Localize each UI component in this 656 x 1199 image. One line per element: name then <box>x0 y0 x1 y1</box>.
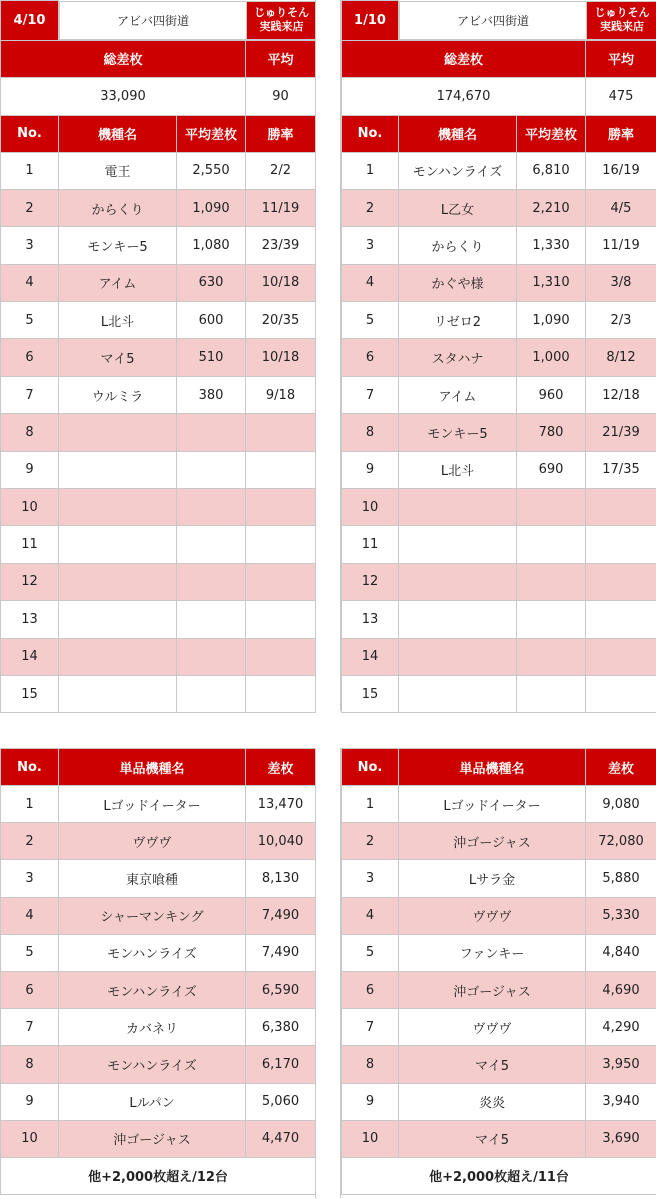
cell-model: モンキー5 <box>59 227 177 264</box>
cell-avg <box>177 601 246 638</box>
cell-avg <box>517 489 586 526</box>
left-date: 4/10 <box>1 1 59 41</box>
cell-model <box>59 675 177 712</box>
table-row <box>1 971 316 1008</box>
table-row <box>342 451 656 488</box>
left-footer: 他+2,000枚超え/12台 <box>1 1157 316 1194</box>
cell-model: スタハナ <box>399 339 517 376</box>
table-row <box>342 489 656 526</box>
cell-no: 15 <box>342 675 399 712</box>
cell-diff: 72,080 <box>586 823 656 860</box>
cell-no: 13 <box>342 601 399 638</box>
cell-model: 炎炎 <box>399 1083 586 1120</box>
cell-rate <box>586 675 656 712</box>
cell-model <box>59 601 177 638</box>
table-row <box>1 897 316 934</box>
cell-model: ヴヴヴ <box>59 823 246 860</box>
cell-rate <box>246 526 316 563</box>
table-row <box>1 339 316 376</box>
cell-no: 11 <box>1 526 59 563</box>
table-row <box>1 376 316 413</box>
table-row <box>342 376 656 413</box>
table-row <box>1 1120 316 1157</box>
cell-no: 8 <box>1 1046 59 1083</box>
cell-no: 10 <box>1 489 59 526</box>
left-single-header-diff: 差枚 <box>246 749 316 786</box>
cell-model <box>59 526 177 563</box>
cell-model: L北斗 <box>399 451 517 488</box>
left-store-name: アビバ四街道 <box>60 1 247 39</box>
center-divider-bottom <box>315 748 341 1198</box>
cell-model: 沖ゴージャス <box>399 823 586 860</box>
table-row <box>1 526 316 563</box>
cell-no: 2 <box>342 189 399 226</box>
cell-model: アイム <box>399 376 517 413</box>
cell-no: 9 <box>1 1083 59 1120</box>
left-header-no: No. <box>1 115 59 152</box>
table-row <box>1 489 316 526</box>
right-header-rate: 勝率 <box>586 115 656 152</box>
cell-diff: 3,940 <box>586 1083 656 1120</box>
cell-avg: 380 <box>177 376 246 413</box>
table-row <box>1 189 316 226</box>
table-row <box>1 414 316 451</box>
cell-no: 9 <box>342 1083 399 1120</box>
cell-rate <box>246 563 316 600</box>
cell-model <box>59 563 177 600</box>
cell-model: 沖ゴージャス <box>399 971 586 1008</box>
cell-diff: 7,490 <box>246 897 316 934</box>
cell-no: 4 <box>1 264 59 301</box>
cell-avg: 1,090 <box>177 189 246 226</box>
cell-rate: 12/18 <box>586 376 656 413</box>
cell-diff: 4,290 <box>586 1009 656 1046</box>
cell-avg <box>177 451 246 488</box>
cell-model: マイ5 <box>399 1046 586 1083</box>
cell-diff: 4,840 <box>586 934 656 971</box>
left-header-model: 機種名 <box>59 115 177 152</box>
cell-no: 3 <box>1 860 59 897</box>
table-row <box>1 1009 316 1046</box>
cell-no: 4 <box>342 264 399 301</box>
table-row <box>342 152 656 189</box>
left-visit-tag <box>247 1 316 39</box>
cell-avg <box>177 638 246 675</box>
table-row <box>342 264 656 301</box>
left-singles-table <box>0 748 316 1195</box>
table-row <box>1 860 316 897</box>
cell-avg: 600 <box>177 302 246 339</box>
table-row <box>1 563 316 600</box>
cell-diff: 9,080 <box>586 786 656 823</box>
cell-avg: 630 <box>177 264 246 301</box>
table-row <box>342 675 656 712</box>
cell-no: 8 <box>1 414 59 451</box>
right-total-label: 総差枚 <box>342 40 586 77</box>
cell-rate: 21/39 <box>586 414 656 451</box>
cell-rate: 11/19 <box>586 227 656 264</box>
cell-rate: 10/18 <box>246 339 316 376</box>
right-visit-tag <box>587 1 656 39</box>
cell-rate: 8/12 <box>586 339 656 376</box>
cell-avg: 690 <box>517 451 586 488</box>
cell-rate: 2/2 <box>246 152 316 189</box>
cell-diff: 6,590 <box>246 971 316 1008</box>
right-tag-line2: 実践来店 <box>600 20 644 33</box>
cell-no: 6 <box>342 971 399 1008</box>
table-row <box>342 897 656 934</box>
table-row <box>1 601 316 638</box>
cell-avg <box>517 675 586 712</box>
cell-no: 2 <box>1 189 59 226</box>
cell-no: 6 <box>1 339 59 376</box>
cell-model: マイ5 <box>399 1120 586 1157</box>
cell-model: ウルミラ <box>59 376 177 413</box>
cell-diff: 6,170 <box>246 1046 316 1083</box>
right-total-value: 174,670 <box>342 77 586 115</box>
cell-avg: 510 <box>177 339 246 376</box>
cell-avg: 1,310 <box>517 264 586 301</box>
cell-no: 3 <box>342 227 399 264</box>
right-single-header-no: No. <box>342 749 399 786</box>
table-row <box>1 675 316 712</box>
table-row <box>342 823 656 860</box>
cell-diff: 4,470 <box>246 1120 316 1157</box>
right-tag-line1: じゅりそん <box>594 6 650 19</box>
cell-no: 15 <box>1 675 59 712</box>
cell-model <box>59 414 177 451</box>
cell-no: 14 <box>342 638 399 675</box>
table-row <box>342 934 656 971</box>
cell-no: 4 <box>1 897 59 934</box>
cell-rate <box>586 526 656 563</box>
right-singles-panel <box>341 748 656 1195</box>
cell-rate: 2/3 <box>586 302 656 339</box>
cell-model: ファンキー <box>399 934 586 971</box>
right-single-header-diff: 差枚 <box>586 749 656 786</box>
left-tag-line2: 実践来店 <box>259 20 304 33</box>
cell-model: モンハンライズ <box>399 152 517 189</box>
table-row <box>342 601 656 638</box>
cell-avg <box>517 601 586 638</box>
cell-no: 5 <box>342 302 399 339</box>
cell-no: 9 <box>1 451 59 488</box>
cell-model: Lルパン <box>59 1083 246 1120</box>
cell-diff: 8,130 <box>246 860 316 897</box>
table-row <box>342 1083 656 1120</box>
cell-rate: 16/19 <box>586 152 656 189</box>
cell-no: 9 <box>342 451 399 488</box>
cell-model <box>399 638 517 675</box>
table-row <box>1 302 316 339</box>
cell-avg <box>517 526 586 563</box>
cell-avg: 2,550 <box>177 152 246 189</box>
left-total-label: 総差枚 <box>1 40 246 77</box>
cell-model: 東京喰種 <box>59 860 246 897</box>
table-row <box>342 302 656 339</box>
cell-diff: 13,470 <box>246 786 316 823</box>
cell-rate <box>246 601 316 638</box>
cell-rate <box>246 675 316 712</box>
right-summary-panel <box>341 0 656 713</box>
cell-model: ヴヴヴ <box>399 897 586 934</box>
cell-avg: 1,080 <box>177 227 246 264</box>
cell-model <box>399 563 517 600</box>
cell-rate: 23/39 <box>246 227 316 264</box>
cell-model <box>399 675 517 712</box>
table-row <box>1 823 316 860</box>
right-header-no: No. <box>342 115 399 152</box>
right-avg-value: 475 <box>586 77 656 115</box>
cell-rate: 9/18 <box>246 376 316 413</box>
right-date: 1/10 <box>342 1 399 41</box>
cell-model: Lゴッドイーター <box>399 786 586 823</box>
cell-diff: 3,690 <box>586 1120 656 1157</box>
cell-model: カバネリ <box>59 1009 246 1046</box>
table-row <box>342 339 656 376</box>
cell-diff: 7,490 <box>246 934 316 971</box>
cell-no: 14 <box>1 638 59 675</box>
cell-model: かぐや様 <box>399 264 517 301</box>
cell-diff: 4,690 <box>586 971 656 1008</box>
cell-rate: 17/35 <box>586 451 656 488</box>
cell-diff: 5,880 <box>586 860 656 897</box>
left-singles-panel <box>0 748 316 1195</box>
cell-no: 1 <box>342 786 399 823</box>
cell-model: Lサラ金 <box>399 860 586 897</box>
cell-model: モンキー5 <box>399 414 517 451</box>
cell-no: 12 <box>342 563 399 600</box>
right-store-name: アビバ四街道 <box>400 1 587 39</box>
right-header-model: 機種名 <box>399 115 517 152</box>
cell-no: 12 <box>1 563 59 600</box>
left-summary-panel <box>0 0 316 713</box>
cell-model <box>399 489 517 526</box>
table-row <box>342 1046 656 1083</box>
cell-model <box>399 526 517 563</box>
cell-rate: 11/19 <box>246 189 316 226</box>
cell-no: 10 <box>1 1120 59 1157</box>
table-row <box>342 1009 656 1046</box>
cell-rate: 4/5 <box>586 189 656 226</box>
table-row <box>342 563 656 600</box>
cell-no: 6 <box>342 339 399 376</box>
right-header-avg: 平均差枚 <box>517 115 586 152</box>
table-row <box>342 786 656 823</box>
cell-model: Lゴッドイーター <box>59 786 246 823</box>
right-summary-table <box>341 0 656 713</box>
cell-no: 7 <box>1 1009 59 1046</box>
left-header-rate: 勝率 <box>246 115 316 152</box>
cell-diff: 5,060 <box>246 1083 316 1120</box>
table-row <box>1 638 316 675</box>
cell-model: シャーマンキング <box>59 897 246 934</box>
cell-no: 3 <box>1 227 59 264</box>
cell-model <box>59 489 177 526</box>
cell-avg <box>517 563 586 600</box>
table-row <box>1 152 316 189</box>
cell-no: 10 <box>342 489 399 526</box>
cell-no: 5 <box>1 302 59 339</box>
cell-diff: 6,380 <box>246 1009 316 1046</box>
table-row <box>342 638 656 675</box>
cell-model: からくり <box>59 189 177 226</box>
cell-model: 電王 <box>59 152 177 189</box>
cell-avg: 6,810 <box>517 152 586 189</box>
cell-no: 2 <box>342 823 399 860</box>
table-row <box>1 786 316 823</box>
cell-rate <box>246 414 316 451</box>
cell-no: 5 <box>342 934 399 971</box>
left-single-header-model: 単品機種名 <box>59 749 246 786</box>
cell-no: 5 <box>1 934 59 971</box>
cell-model: マイ5 <box>59 339 177 376</box>
cell-model: L北斗 <box>59 302 177 339</box>
left-total-value: 33,090 <box>1 77 246 115</box>
cell-model <box>399 601 517 638</box>
cell-rate: 3/8 <box>586 264 656 301</box>
cell-avg: 1,090 <box>517 302 586 339</box>
cell-model: モンハンライズ <box>59 971 246 1008</box>
cell-rate <box>586 563 656 600</box>
cell-avg <box>517 638 586 675</box>
cell-no: 4 <box>342 897 399 934</box>
cell-avg: 1,330 <box>517 227 586 264</box>
center-divider-top <box>315 0 341 711</box>
cell-rate <box>586 638 656 675</box>
cell-no: 8 <box>342 1046 399 1083</box>
cell-avg <box>177 414 246 451</box>
cell-no: 3 <box>342 860 399 897</box>
cell-model: 沖ゴージャス <box>59 1120 246 1157</box>
cell-model <box>59 451 177 488</box>
table-row <box>1 934 316 971</box>
cell-diff: 10,040 <box>246 823 316 860</box>
cell-model: アイム <box>59 264 177 301</box>
table-row <box>342 971 656 1008</box>
cell-rate: 10/18 <box>246 264 316 301</box>
cell-no: 2 <box>1 823 59 860</box>
table-row <box>1 451 316 488</box>
cell-avg: 780 <box>517 414 586 451</box>
left-tag-line1: じゅりそん <box>254 6 309 19</box>
left-summary-table <box>0 0 316 713</box>
cell-no: 6 <box>1 971 59 1008</box>
cell-no: 11 <box>342 526 399 563</box>
cell-no: 1 <box>342 152 399 189</box>
cell-diff: 5,330 <box>586 897 656 934</box>
cell-model: ヴヴヴ <box>399 1009 586 1046</box>
cell-diff: 3,950 <box>586 1046 656 1083</box>
cell-model: リゼロ2 <box>399 302 517 339</box>
cell-avg <box>177 563 246 600</box>
table-row <box>342 526 656 563</box>
table-row <box>1 1046 316 1083</box>
table-row <box>342 189 656 226</box>
cell-avg: 960 <box>517 376 586 413</box>
cell-avg <box>177 489 246 526</box>
cell-model: からくり <box>399 227 517 264</box>
cell-model: モンハンライズ <box>59 934 246 971</box>
left-avg-value: 90 <box>246 77 316 115</box>
cell-avg <box>177 675 246 712</box>
table-row <box>342 1120 656 1157</box>
cell-rate <box>246 638 316 675</box>
cell-rate <box>246 451 316 488</box>
table-row <box>342 414 656 451</box>
left-single-header-no: No. <box>1 749 59 786</box>
cell-rate: 20/35 <box>246 302 316 339</box>
cell-avg: 1,000 <box>517 339 586 376</box>
table-row <box>342 860 656 897</box>
table-row <box>342 227 656 264</box>
right-singles-table <box>341 748 656 1195</box>
table-row <box>1 227 316 264</box>
right-avg-label: 平均 <box>586 40 656 77</box>
table-row <box>1 1083 316 1120</box>
cell-avg: 2,210 <box>517 189 586 226</box>
right-footer: 他+2,000枚超え/11台 <box>342 1157 656 1194</box>
cell-avg <box>177 526 246 563</box>
cell-no: 7 <box>342 1009 399 1046</box>
left-avg-label: 平均 <box>246 40 316 77</box>
cell-no: 8 <box>342 414 399 451</box>
table-row <box>1 264 316 301</box>
cell-no: 1 <box>1 152 59 189</box>
cell-rate <box>586 489 656 526</box>
cell-rate <box>246 489 316 526</box>
cell-no: 10 <box>342 1120 399 1157</box>
cell-no: 7 <box>342 376 399 413</box>
left-header-avg: 平均差枚 <box>177 115 246 152</box>
right-single-header-model: 単品機種名 <box>399 749 586 786</box>
cell-no: 7 <box>1 376 59 413</box>
cell-no: 13 <box>1 601 59 638</box>
cell-rate <box>586 601 656 638</box>
cell-model: モンハンライズ <box>59 1046 246 1083</box>
cell-model: L乙女 <box>399 189 517 226</box>
cell-no: 1 <box>1 786 59 823</box>
cell-model <box>59 638 177 675</box>
